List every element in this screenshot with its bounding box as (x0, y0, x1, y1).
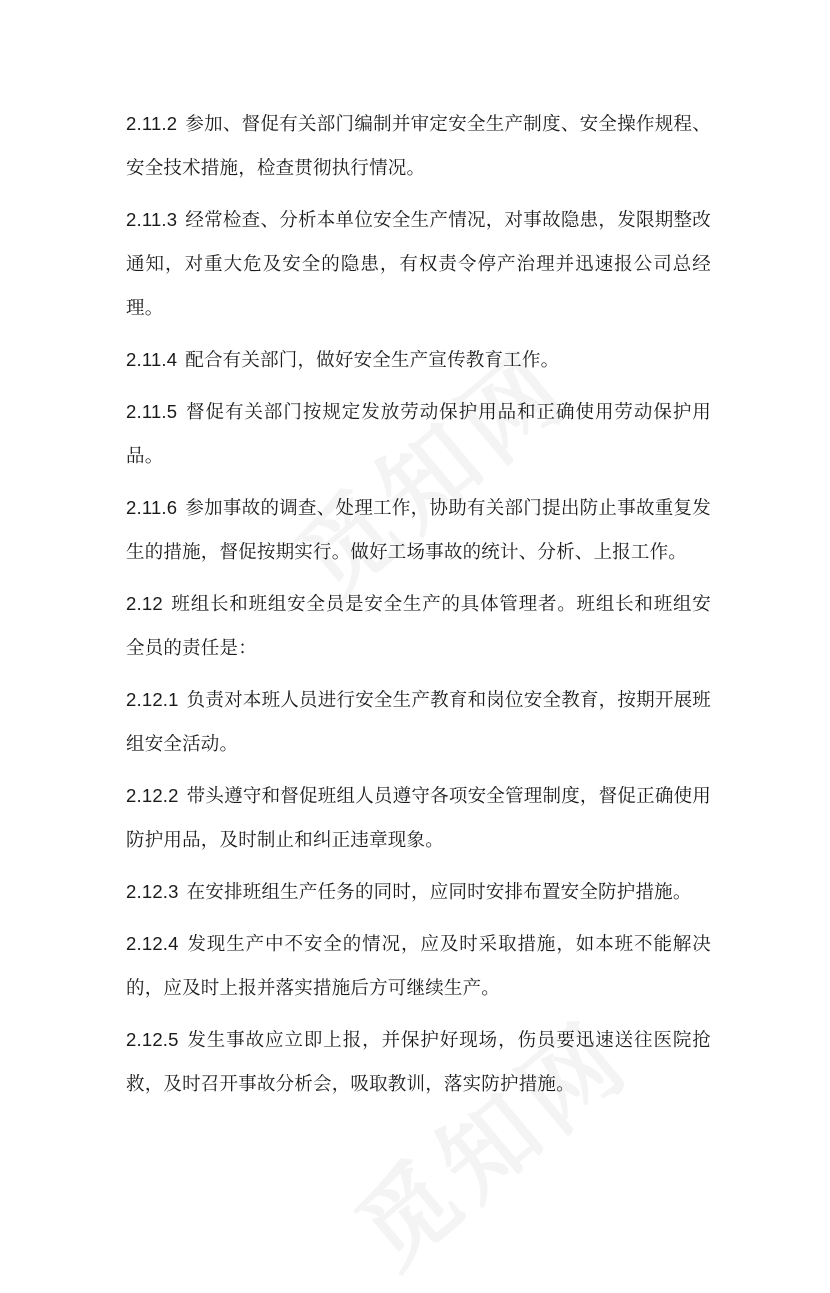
clause-text: 督促有关部门按规定发放劳动保护用品和正确使用劳动保护用品。 (126, 402, 711, 467)
clause-text: 经常检查、分析本单位安全生产情况，对事故隐患，发限期整改通知，对重大危及安全的隐患，有权责令停产治理并迅速报公司总经理。 (126, 210, 711, 319)
clause-paragraph (126, 390, 711, 479)
clause-text: 发现生产中不安全的情况，应及时采取措施，如本班不能解决的，应及时上报并落实措施后方可继续生产。 (126, 934, 711, 999)
clause-paragraph (126, 870, 711, 915)
clause-paragraph (126, 678, 711, 767)
clause-number: 2.11.3 (126, 209, 178, 230)
clause-number: 2.12.3 (126, 881, 179, 902)
document-body (126, 102, 711, 1114)
clause-text: 在安排班组生产任务的同时，应同时安排布置安全防护措施。 (186, 882, 692, 903)
clause-number: 2.11.6 (126, 497, 178, 518)
clause-paragraph (126, 922, 711, 1011)
clause-paragraph (126, 582, 711, 671)
clause-paragraph (126, 338, 711, 383)
clause-text: 负责对本班人员进行安全生产教育和岗位安全教育，按期开展班组安全活动。 (126, 690, 711, 755)
clause-text: 参加事故的调查、处理工作，协助有关部门提出防止事故重复发生的措施，督促按期实行。做好工场事故的统计、分析、上报工作。 (126, 498, 711, 563)
clause-paragraph (126, 1018, 711, 1107)
clause-text: 带头遵守和督促班组人员遵守各项安全管理制度，督促正确使用防护用品，及时制止和纠正违章现象。 (126, 786, 711, 851)
clause-text: 参加、督促有关部门编制并审定安全生产制度、安全操作规程、安全技术措施，检查贯彻执行情况。 (126, 114, 711, 179)
clause-paragraph (126, 102, 711, 191)
clause-number: 2.11.5 (126, 401, 178, 422)
clause-text: 发生事故应立即上报，并保护好现场，伤员要迅速送往医院抢救，及时召开事故分析会，吸取教训，落实防护措施。 (126, 1030, 711, 1095)
clause-text: 配合有关部门，做好安全生产宣传教育工作。 (185, 350, 560, 371)
clause-text: 班组长和班组安全员是安全生产的具体管理者。班组长和班组安全员的责任是： (126, 594, 711, 659)
clause-paragraph (126, 774, 711, 863)
clause-number: 2.11.2 (126, 113, 178, 134)
clause-number: 2.12.5 (126, 1029, 179, 1050)
clause-number: 2.12.4 (126, 933, 179, 954)
clause-paragraph (126, 198, 711, 331)
clause-number: 2.12.1 (126, 689, 179, 710)
clause-number: 2.12.2 (126, 785, 179, 806)
clause-number: 2.12 (126, 593, 163, 614)
clause-number: 2.11.4 (126, 349, 178, 370)
clause-paragraph (126, 486, 711, 575)
